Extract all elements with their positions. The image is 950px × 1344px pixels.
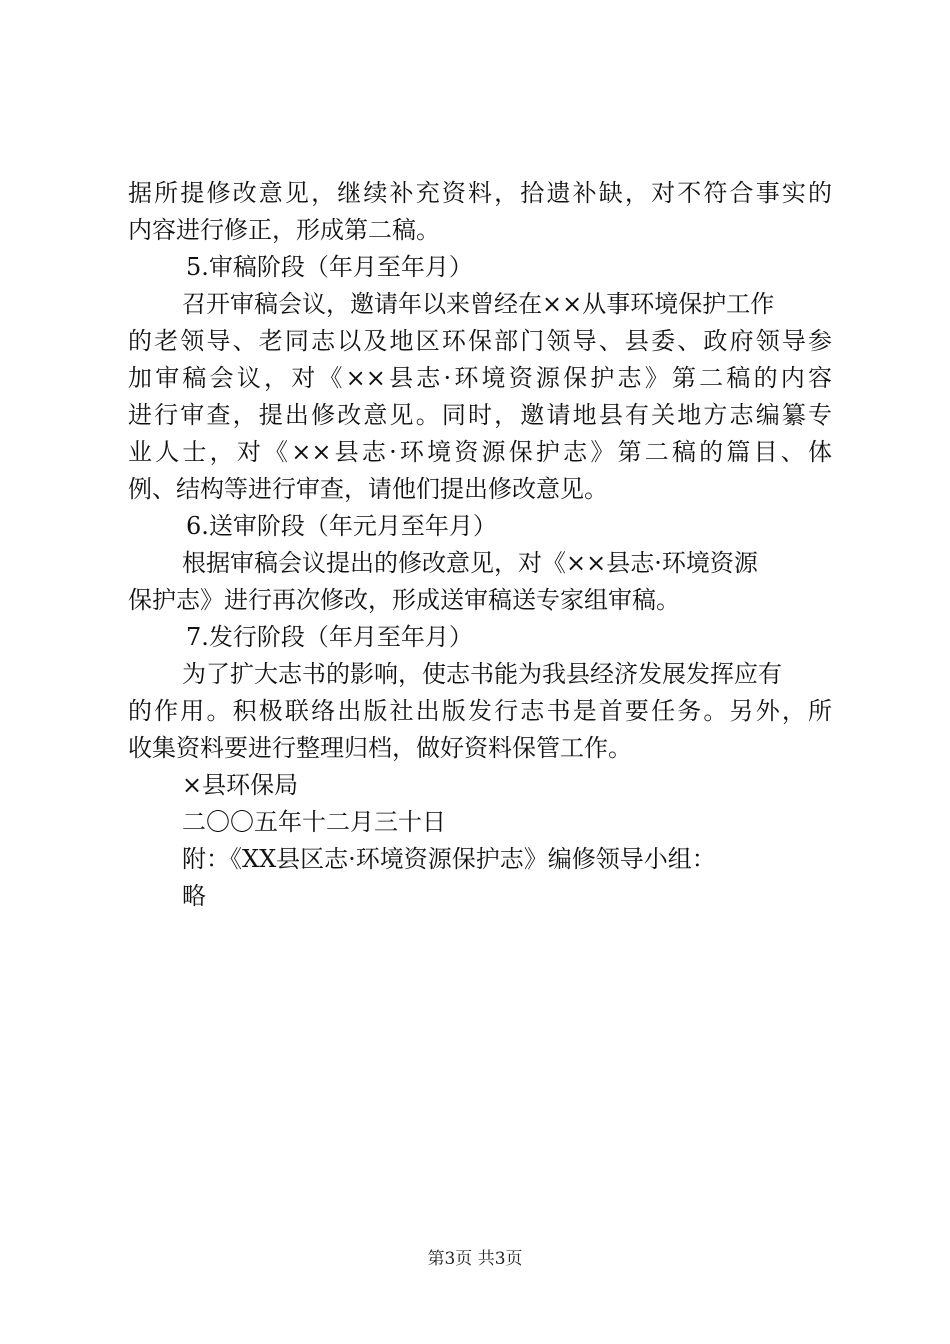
paragraph-line: 业人士，对《××县志·环境资源保护志》第二稿的篇目、体 <box>128 438 832 466</box>
section-heading: 7.发行阶段（年月至年月） <box>186 623 473 651</box>
signature-organization: ×县环保局 <box>182 771 299 799</box>
paragraph-line: 例、结构等进行审查，请他们提出修改意见。 <box>128 475 608 503</box>
paragraph-line: 进行审查，提出修改意见。同时，邀请地县有关地方志编纂专 <box>128 401 832 429</box>
document-body <box>128 175 832 915</box>
paragraph-line: 的作用。积极联络出版社出版发行志书是首要任务。另外，所 <box>128 697 832 725</box>
section-heading: 6.送审阶段（年元月至年月） <box>186 512 497 540</box>
appendix-note: 附：《XX县区志·环境资源保护志》编修领导小组： <box>182 845 716 873</box>
paragraph-line: 收集资料要进行整理归档，做好资料保管工作。 <box>128 734 632 762</box>
paragraph-line: 内容进行修正，形成第二稿。 <box>128 216 440 244</box>
paragraph-line: 根据审稿会议提出的修改意见，对《××县志·环境资源 <box>182 549 758 577</box>
paragraph-line: 召开审稿会议，邀请年以来曾经在××从事环境保护工作 <box>182 290 775 318</box>
appendix-content: 略 <box>182 882 206 910</box>
paragraph-line: 的老领导、老同志以及地区环保部门领导、县委、政府领导参 <box>128 327 832 355</box>
page-number-footer: 第3页 共3页 <box>427 1249 523 1269</box>
signature-date: 二〇〇五年十二月三十日 <box>182 808 446 836</box>
paragraph-line: 保护志》进行再次修改，形成送审稿送专家组审稿。 <box>128 586 680 614</box>
paragraph-line: 据所提修改意见，继续补充资料，拾遗补缺，对不符合事实的 <box>128 179 832 207</box>
paragraph-line: 为了扩大志书的影响，使志书能为我县经济发展发挥应有 <box>182 660 782 688</box>
section-heading: 5.审稿阶段（年月至年月） <box>186 253 473 281</box>
paragraph-line: 加审稿会议，对《××县志·环境资源保护志》第二稿的内容 <box>128 364 832 392</box>
